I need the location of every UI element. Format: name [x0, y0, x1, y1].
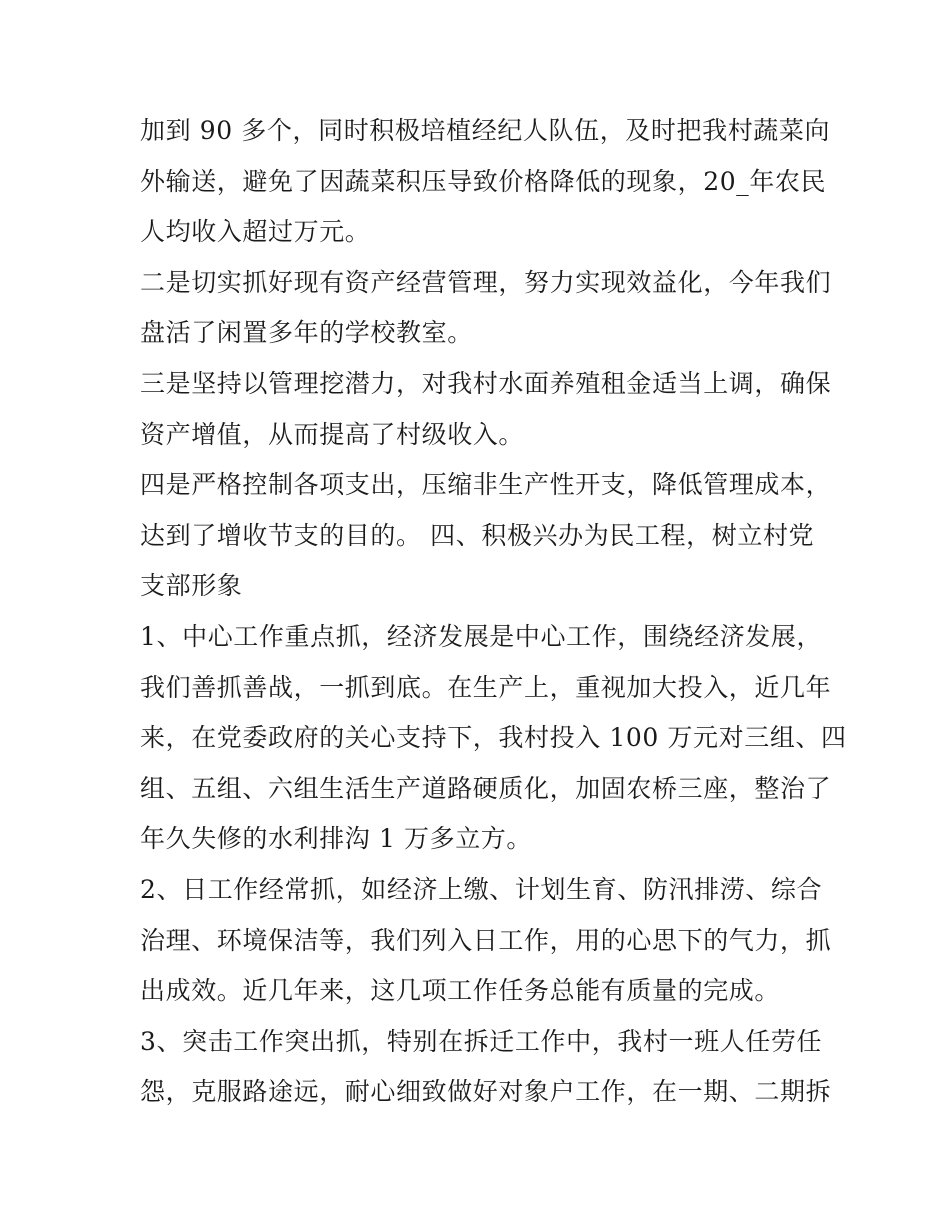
paragraph-urgent-work — [140, 1017, 830, 1118]
text-line: 治理、环境保洁等，我们列入日工作，用的心思下的气力，抓 — [140, 925, 832, 955]
paragraph-asset-management — [140, 258, 830, 359]
text-line: 达到了增收节支的目的。 四、积极兴办为民工程，树立村党 — [140, 520, 815, 550]
text-line: 组、五组、六组生活生产道路硬质化，加固农桥三座，整治了 — [140, 773, 832, 803]
paragraph-central-work — [140, 612, 847, 865]
text-line: 四是严格控制各项支出，压缩非生产性开支，降低管理成本， — [140, 470, 832, 500]
text-line: 二是切实抓好现有资产经营管理，努力实现效益化，今年我们 — [140, 267, 832, 297]
document-body — [140, 106, 847, 1118]
text-line: 支部形象 — [140, 571, 243, 601]
text-line: 出成效。近几年来，这几项工作任务总能有质量的完成。 — [140, 976, 781, 1006]
text-line: 盘活了闲置多年的学校教室。 — [140, 318, 473, 348]
paragraph-expense-control — [140, 460, 830, 612]
paragraph-daily-work — [140, 865, 830, 1017]
text-line: 加到 90 多个，同时积极培植经纪人队伍，及时把我村蔬菜向 — [140, 116, 831, 145]
text-line: 1、中心工作重点抓，经济发展是中心工作，围绕经济发展， — [140, 621, 823, 651]
paragraph-vegetable-brokers — [140, 106, 830, 258]
text-line: 资产增值，从而提高了村级收入。 — [140, 419, 525, 449]
text-line: 3、突击工作突出抓，特别在拆迁工作中，我村一班人任劳任 — [140, 1026, 823, 1056]
text-line: 外输送，避免了因蔬菜积压导致价格降低的现象，20_年农民 — [140, 166, 827, 196]
text-line: 我们善抓善战，一抓到底。在生产上，重视加大投入，近几年 — [140, 672, 832, 702]
text-line: 三是坚持以管理挖潜力，对我村水面养殖租金适当上调，确保 — [140, 368, 832, 398]
paragraph-water-rent — [140, 359, 830, 460]
text-line: 2、日工作经常抓，如经济上缴、计划生育、防汛排涝、综合 — [140, 874, 823, 904]
text-line: 年久失修的水利排沟 1 万多立方。 — [140, 824, 533, 854]
text-line: 怨，克服路途远，耐心细致做好对象户工作，在一期、二期拆 — [140, 1077, 832, 1107]
text-line: 来，在党委政府的关心支持下，我村投入 100 万元对三组、四 — [140, 723, 847, 753]
text-line: 人均收入超过万元。 — [140, 217, 371, 247]
